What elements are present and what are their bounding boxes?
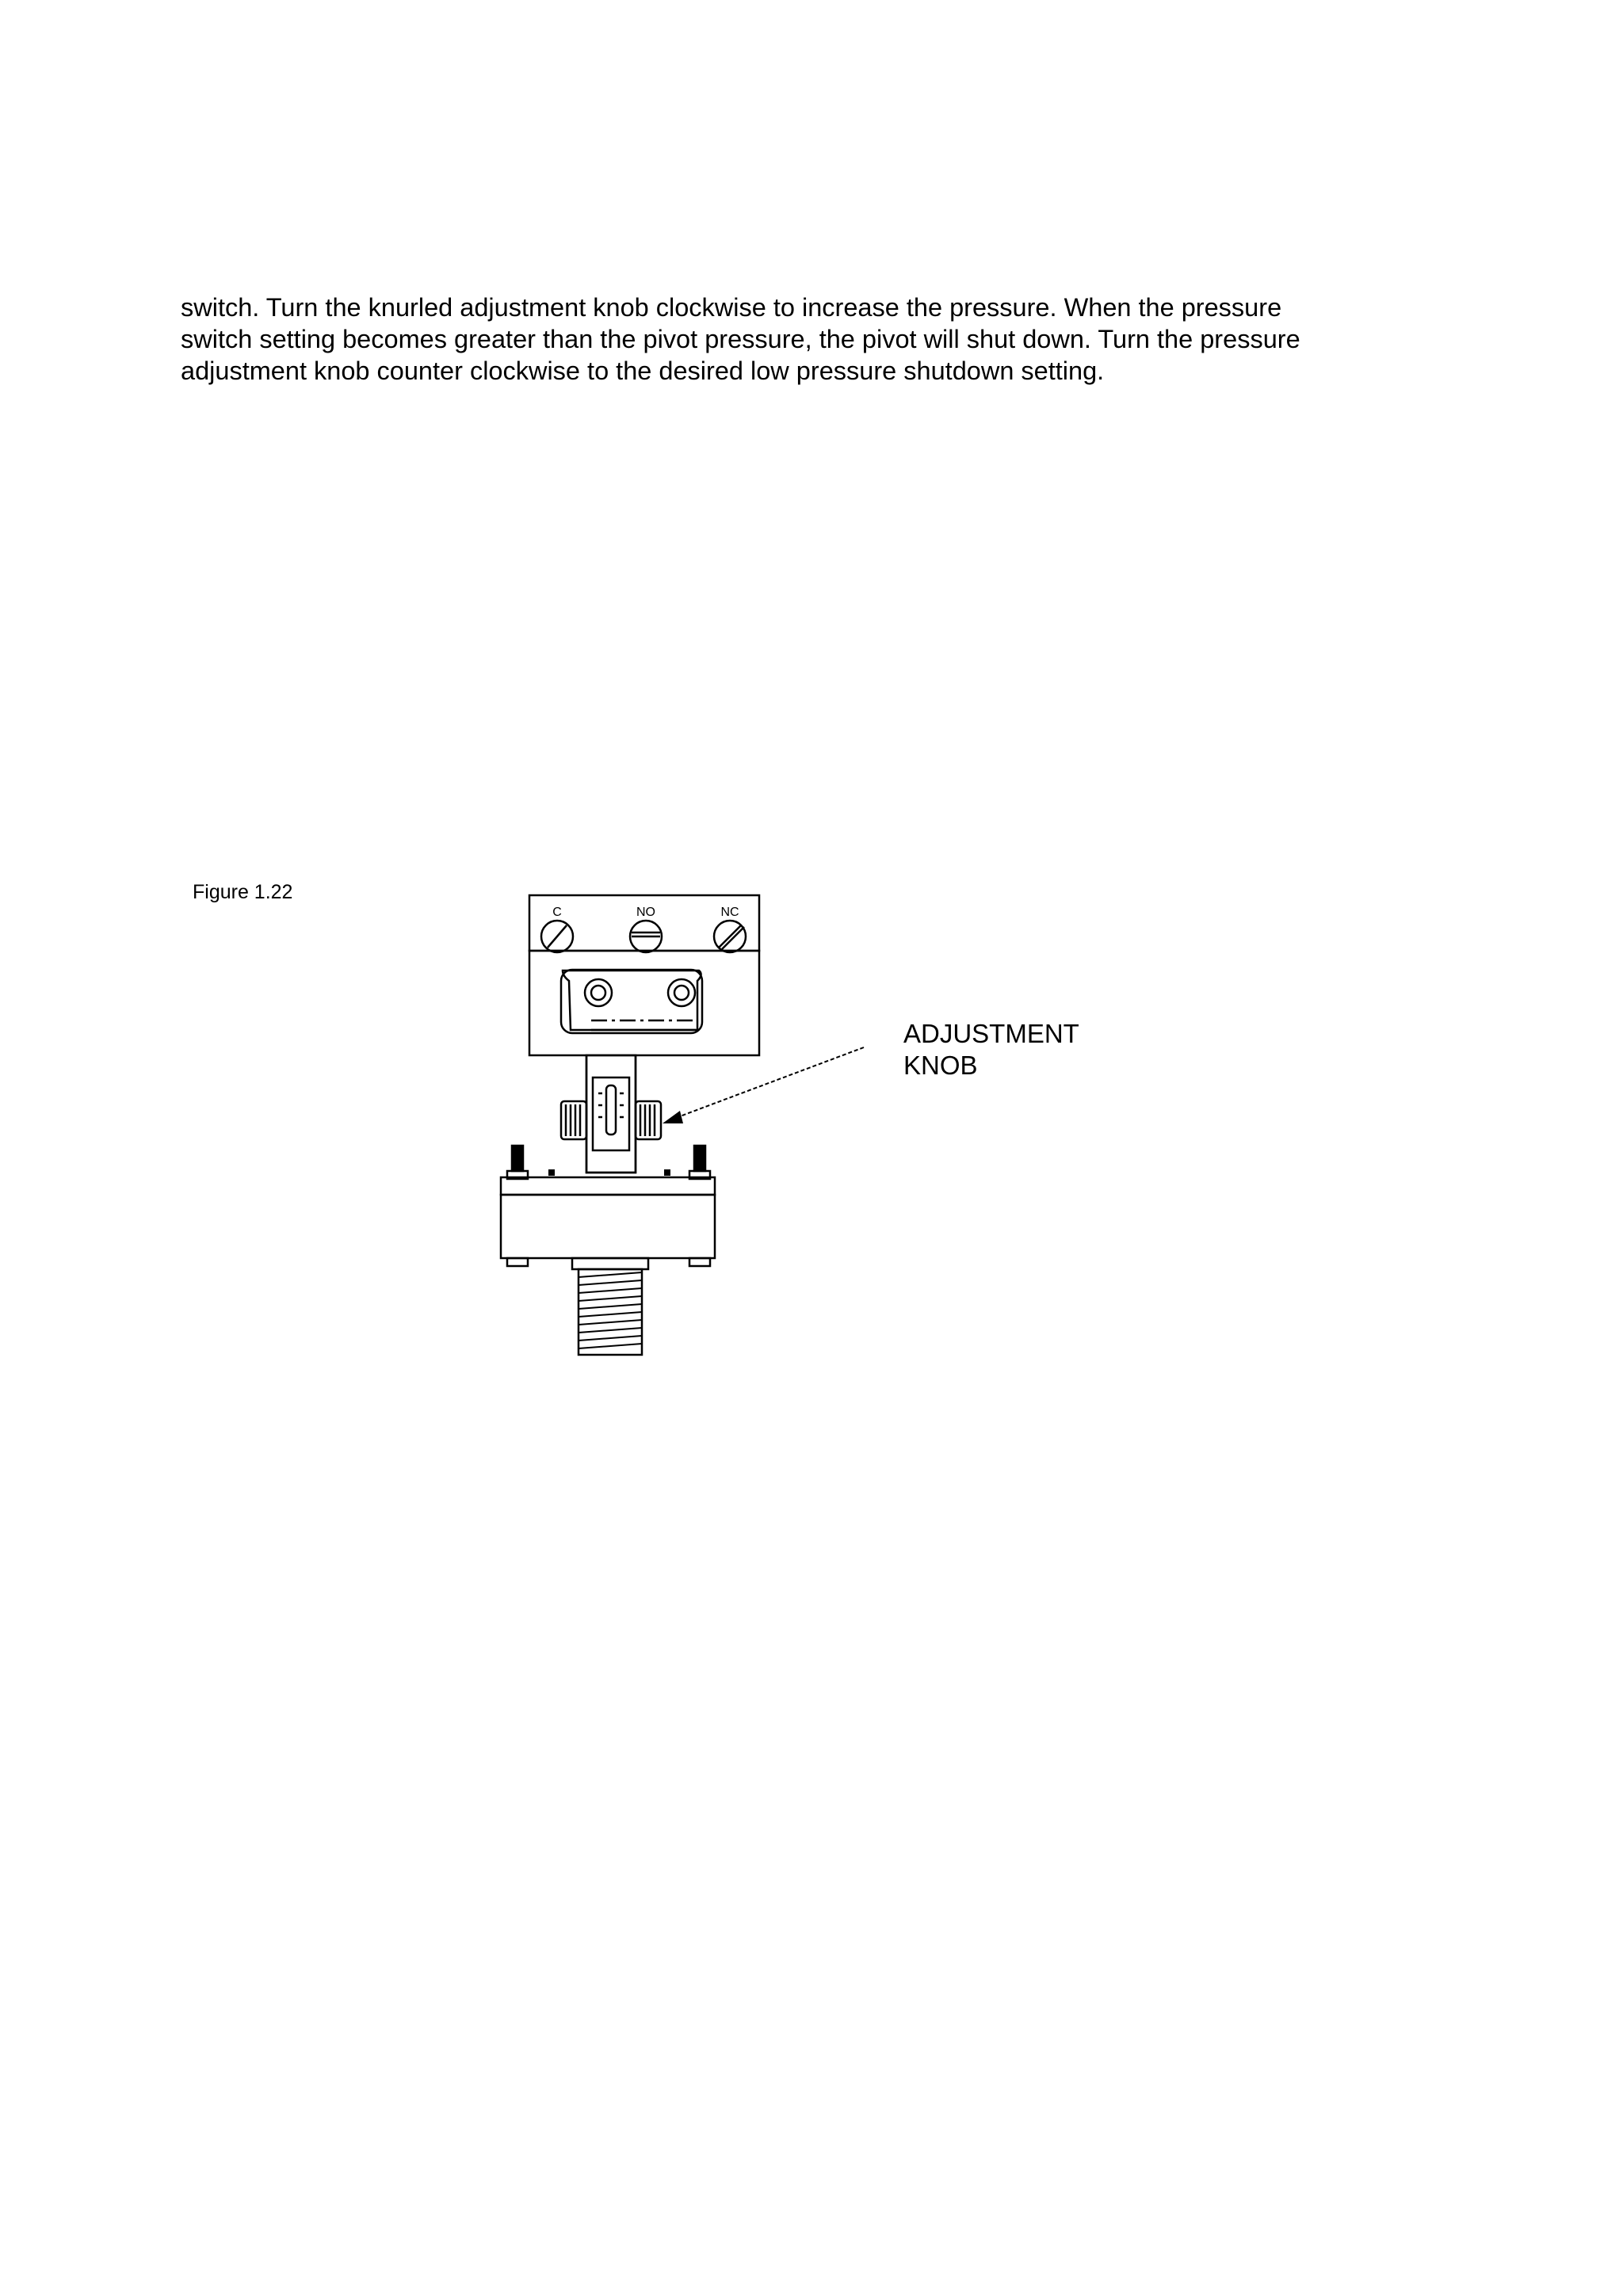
switch-housing	[529, 951, 759, 1055]
body-line: adjustment knob counter clockwise to the desired low pressure shutdown setting.	[181, 357, 1105, 385]
callout-line: KNOB	[903, 1051, 978, 1080]
pressure-switch-diagram	[475, 871, 1109, 1379]
switch-stem	[586, 1055, 636, 1173]
terminal-label-nc: NC	[720, 906, 739, 919]
callout-line: ADJUSTMENT	[903, 1019, 1079, 1048]
bracket-screw-right	[668, 979, 695, 1006]
switch-base	[501, 1195, 715, 1258]
callout-arrowhead	[663, 1111, 683, 1123]
figure-caption: Figure 1.22	[193, 881, 293, 903]
body-line: switch. Turn the knurled adjustment knob clockwise to increase the pressure. When the pressure	[181, 293, 1282, 322]
adjustment-knob-callout	[903, 1018, 1079, 1081]
terminal-label-no: NO	[636, 906, 655, 919]
body-line: switch setting becomes greater than the pivot pressure, the pivot will shut down. Turn the pressure	[181, 325, 1300, 353]
callout-leader	[674, 1047, 864, 1119]
terminal-label-c: C	[552, 906, 562, 919]
body-paragraph	[181, 292, 1417, 387]
bracket-screw-left	[585, 979, 612, 1006]
